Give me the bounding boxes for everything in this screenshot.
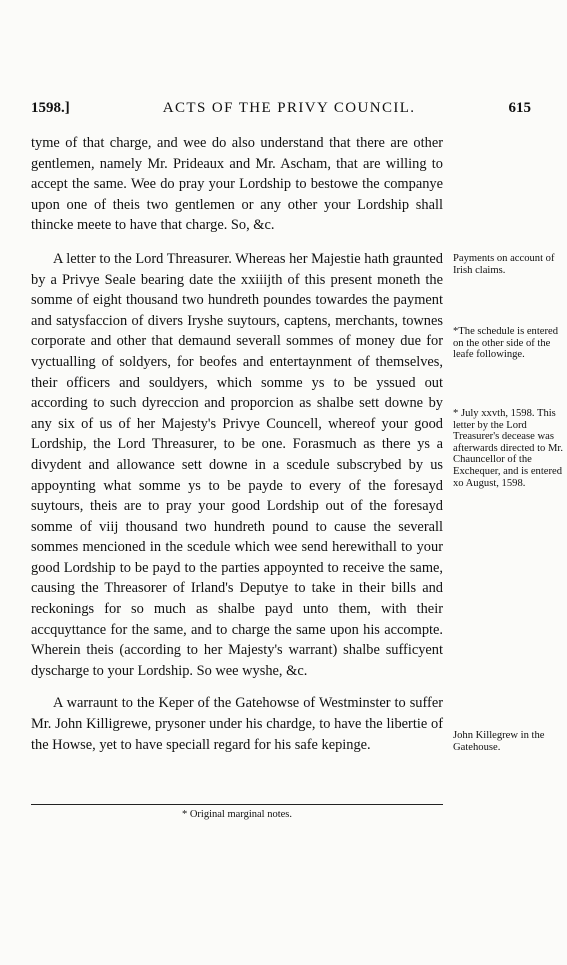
margin-note-payments: Payments on account of Irish claims. [453,253,555,276]
margin-note-july: * July xxvth, 1598. This letter by the Lord Treasurer's decease was afterwards directed to Mr. Chauncellor of the Exchequer, and is entered xo August, 1598. [453,408,564,489]
running-head [31,100,531,117]
footnote-rule [31,804,443,805]
header-year: 1598.] [31,100,70,116]
paragraph-continuation: tyme of that charge, and wee do also understand that there are other gentlemen, namely Mr. Prideaux and Mr. Ascham, that are willing to accept the same. Wee do pray your Lordship to bestowe the companye upon one of theis two gentlemen or any other your Lordship shall thincke meete to have that charge. So, &c. [31,135,443,234]
header-title: ACTS OF THE PRIVY COUNCIL. [162,100,416,116]
page-number: 615 [508,100,531,116]
paragraph-warrant-gatehouse: A warraunt to the Keper of the Gatehowse of Westminster to suffer Mr. John Killigrewe, prysoner under his chardge, to have the libertie of the Howse, yet to have speciall regard for his safe kepinge. [31,695,443,753]
margin-note-schedule: *The schedule is entered on the other side of the leafe followinge. [453,326,559,361]
body-text [31,133,443,767]
paragraph-letter-treasurer: A letter to the Lord Threasurer. Whereas her Majestie hath graunted by a Privye Seale bearing date the xxiiijth of this present moneth the somme of eight thousand two hundreth poundes towardes the payment and satysfaccion of divers Iryshe suytours, captens, merchants, townes corporate and other that demaund severall sommes of money due for vyctualling of soldyers, for beofes and entertaynment of themselves, their officers and souldyers, which somme ys to be yssued out according to such dyreccion and proporcion as shalbe sett downe by any six of us of her Majesty's Privye Councell, whereof your good Lordship, the Lord Threasurer, to be one. Forasmuch as there ys a divydent and allowance sett downe in a scedule subscrybed by us appoynting what somme ys to be payde to every of the foresayd suytours, theis are to pray your good Lordship out of the foresayd somme of viij thousand two hundreth pound to cause the severall sommes mencioned in the scedule which wee send herewithall to your good Lordship to be payd to the parties appoynted to receive the same, causing the Threasorer of Irland's Deputye to take in their bills and reckonings for so much as shalbe payd unto them, with their accquyttance for the same, and to charge the same upon his accompte. Wherein theis (according to her Majesty's warrant) shalbe sufficyent dyscharge to your Lordship. So wee wyshe, &c. [31,250,443,679]
margin-note-killegrew: John Killegrew in the Gatehouse. [453,730,545,753]
footnote: * Original marginal notes. [181,809,293,820]
